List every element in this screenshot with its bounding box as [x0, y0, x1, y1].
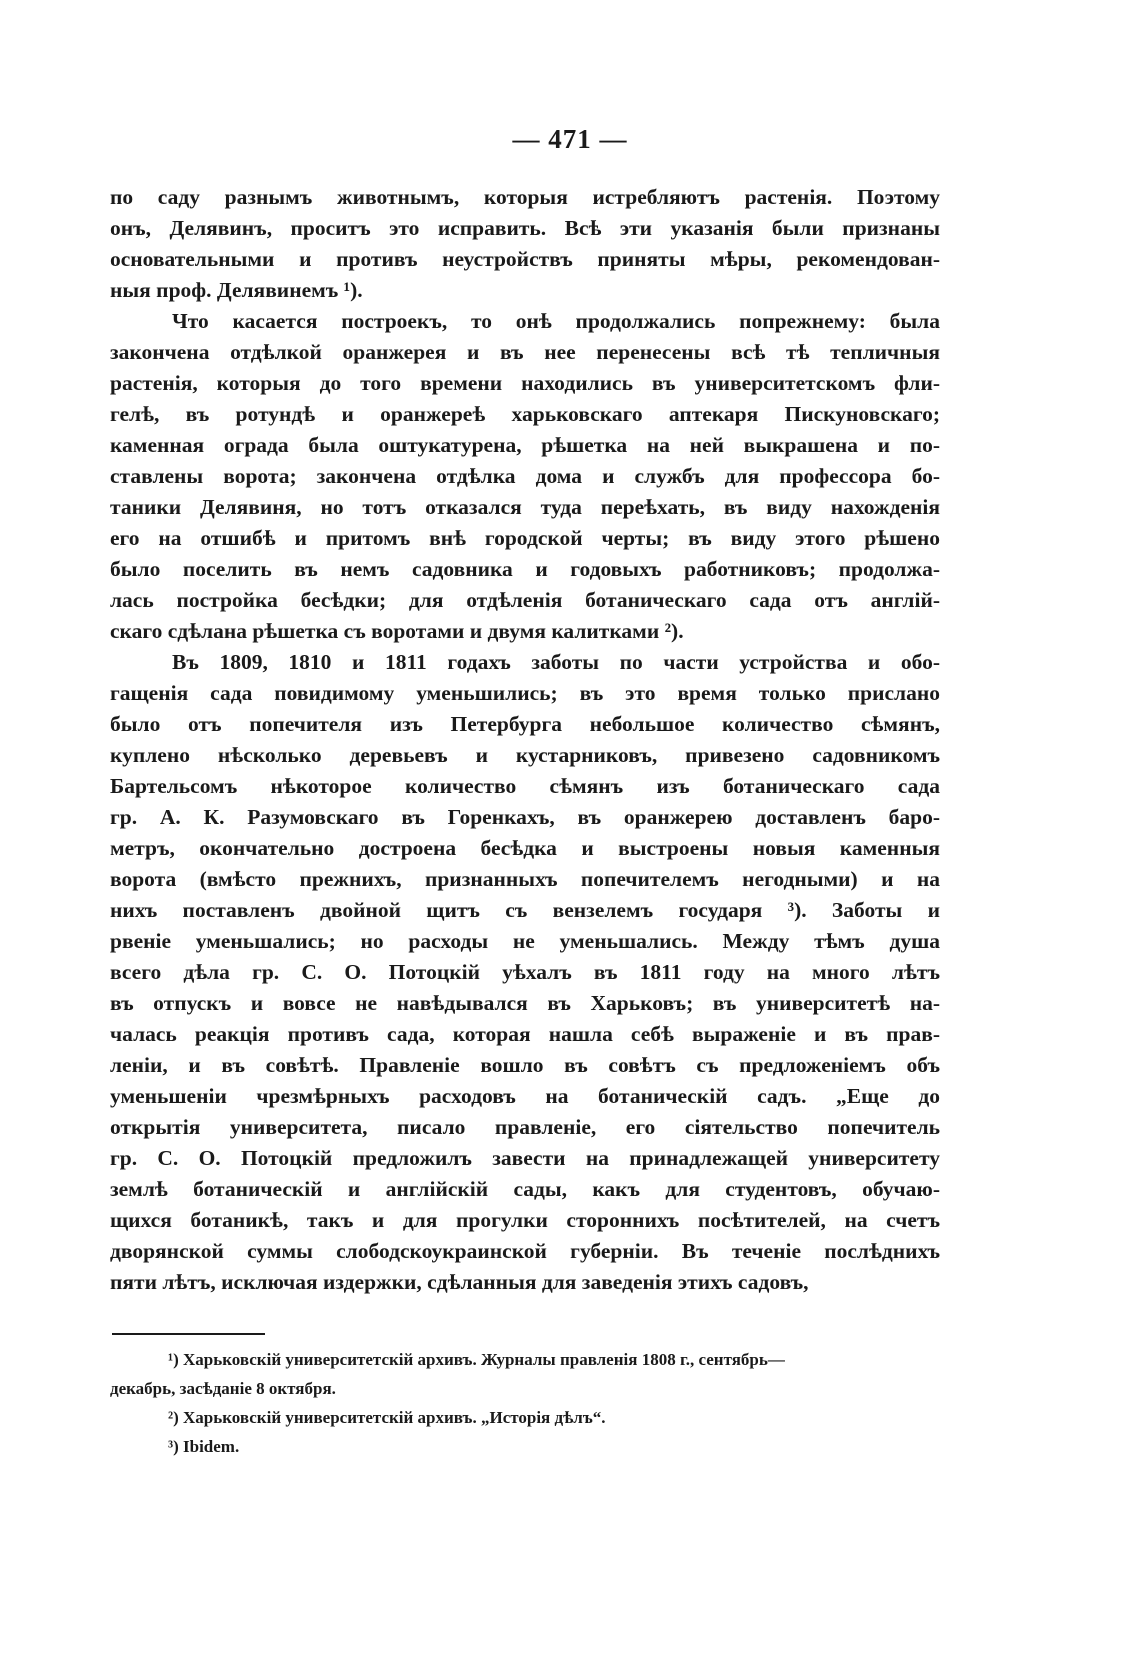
footnote: ³) Ibidem.	[168, 1437, 240, 1456]
text-line: открытія университета, писало правленіе, его сіятельство попечитель	[110, 1115, 940, 1139]
text-line: всего дѣла гр. С. О. Потоцкій уѣхалъ въ 1811 году на много лѣтъ	[110, 960, 940, 984]
text-line: онъ, Делявинъ, проситъ это исправить. Всѣ эти указанія были признаны	[110, 216, 940, 240]
text-line: гелѣ, въ ротундѣ и оранжереѣ харьковскаго аптекаря Пискуновскаго;	[110, 402, 940, 426]
text-line: леніи, и въ совѣтѣ. Правленіе вошло въ совѣтъ съ предложеніемъ объ	[110, 1053, 940, 1077]
text-line: землѣ ботаническій и англійскій сады, какъ для студентовъ, обучаю-	[110, 1177, 940, 1201]
text-line: метръ, окончательно достроена бесѣдка и выстроены новыя каменныя	[110, 836, 940, 860]
paragraph	[110, 306, 940, 647]
text-line: его на отшибѣ и притомъ внѣ городской черты; въ виду этого рѣшено	[110, 526, 940, 550]
text-line: основательными и противъ неустройствъ приняты мѣры, рекомендован-	[110, 247, 940, 271]
text-line: скаго сдѣлана рѣшетка съ воротами и двумя калитками ²).	[110, 619, 684, 643]
footnote: ¹) Харьковскій университетскій архивъ. Журналы правленія 1808 г., сентябрь—	[168, 1350, 785, 1369]
text-line: гащенія сада повидимому уменьшились; въ это время только прислано	[110, 681, 940, 705]
text-line: лась постройка бесѣдки; для отдѣленія ботаническаго сада отъ англій-	[110, 588, 940, 612]
paragraph	[110, 647, 940, 1298]
main-text	[110, 182, 940, 1298]
text-line: гр. С. О. Потоцкій предложилъ завести на принадлежащей университету	[110, 1146, 940, 1170]
text-line: Что касается построекъ, то онѣ продолжались попрежнему: была	[172, 309, 940, 333]
text-line: каменная ограда была оштукатурена, рѣшетка на ней выкрашена и по-	[110, 433, 940, 457]
footnote: декабрь, засѣданіе 8 октября.	[110, 1379, 336, 1398]
text-line: закончена отдѣлкой оранжерея и въ нее перенесены всѣ тѣ тепличныя	[110, 340, 940, 364]
text-line: Бартельсомъ нѣкоторое количество сѣмянъ изъ ботаническаго сада	[110, 774, 940, 798]
footnote-separator	[112, 1333, 265, 1335]
page-number: — 471 —	[512, 124, 628, 154]
text-line: чалась реакція противъ сада, которая нашла себѣ выраженіе и въ прав-	[110, 1022, 940, 1046]
text-line: было поселить въ немъ садовника и годовыхъ работниковъ; продолжа-	[110, 557, 940, 581]
text-line: рвеніе уменьшались; но расходы не уменьшались. Между тѣмъ душа	[110, 929, 940, 953]
text-line: Въ 1809, 1810 и 1811 годахъ заботы по части устройства и обо-	[172, 650, 940, 674]
text-line: нихъ поставленъ двойной щитъ съ вензелемъ государя ³). Заботы и	[110, 898, 940, 922]
text-line: въ отпускъ и вовсе не навѣдывался въ Харьковъ; въ университетѣ на-	[110, 991, 940, 1015]
paragraph	[110, 182, 940, 306]
text-line: щихся ботаникѣ, такъ и для прогулки стороннихъ посѣтителей, на счетъ	[110, 1208, 940, 1232]
text-line: ныя проф. Делявинемъ ¹).	[110, 278, 363, 302]
text-line: ворота (вмѣсто прежнихъ, признанныхъ попечителемъ негодными) и на	[110, 867, 940, 891]
text-line: гр. А. К. Разумовскаго въ Горенкахъ, въ оранжерею доставленъ баро-	[110, 805, 940, 829]
text-line: ставлены ворота; закончена отдѣлка дома и службъ для профессора бо-	[110, 464, 940, 488]
text-line: куплено нѣсколько деревьевъ и кустарниковъ, привезено садовникомъ	[110, 743, 940, 767]
text-line: дворянской суммы слободскоукраинской губерніи. Въ теченіе послѣднихъ	[110, 1239, 940, 1263]
text-line: растенія, которыя до того времени находились въ университетскомъ фли-	[110, 371, 940, 395]
text-line: уменьшеніи чрезмѣрныхъ расходовъ на ботаническій садъ. „Еще до	[110, 1084, 940, 1108]
text-line: таники Делявиня, но тотъ отказался туда переѣхать, въ виду нахожденія	[110, 495, 940, 519]
text-line: по саду разнымъ животнымъ, которыя истребляютъ растенія. Поэтому	[110, 185, 940, 209]
footnotes	[110, 1345, 940, 1461]
text-line: пяти лѣтъ, исключая издержки, сдѣланныя для заведенія этихъ садовъ,	[110, 1270, 809, 1294]
text-line: было отъ попечителя изъ Петербурга небольшое количество сѣмянъ,	[110, 712, 940, 736]
footnote: ²) Харьковскій университетскій архивъ. „Исторія дѣлъ“.	[168, 1408, 606, 1427]
